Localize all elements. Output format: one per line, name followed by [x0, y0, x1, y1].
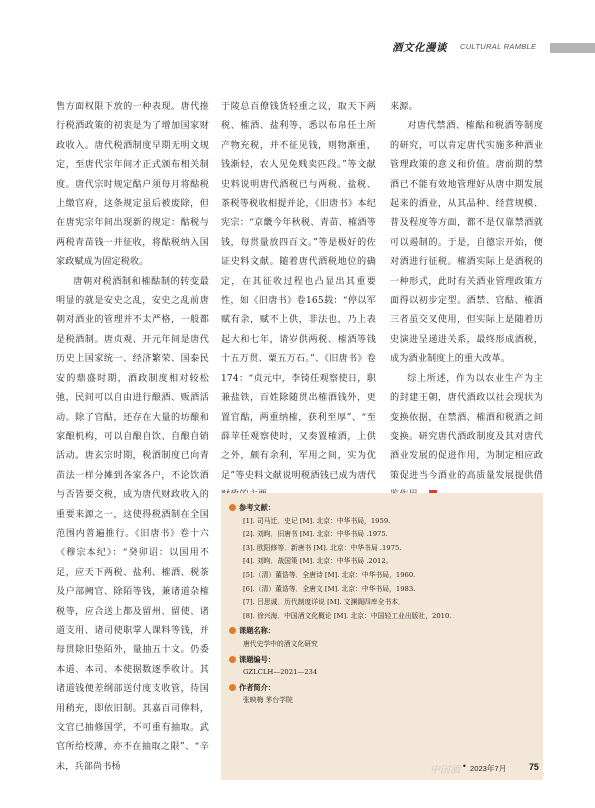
page-footer [430, 762, 550, 776]
magazine-logo: 中国酒 [430, 765, 460, 776]
paragraph: 售方面权限下放的一种表现。唐代推行税酒政策的初衷是为了增加国家财政收入。唐代税酒制度早期无明文规定，至唐代宗年间才正式颁布相关制度。唐代宗时规定酤户须每月将酤税上缴官府，这条规定虽后被废除，但在唐宪宗年间出现新的规定：酤税与两税青苗钱一并征收，将酤税纳入国家政赋成为固定税收。 [56, 102, 209, 268]
bullet-icon [229, 656, 236, 663]
page-header [392, 40, 595, 58]
project-number: GZLCLH—2021—234 [243, 668, 318, 677]
reference-item: [8]. 徐兴海．中国酒文化概论 [M]. 北京：中国轻工业出版社，2010. [243, 611, 452, 620]
reference-box [221, 493, 543, 780]
bullet-icon [229, 504, 236, 511]
reference-item: [3]. 欧阳修等．新唐书 [M]. 北京：中华书局 .1975. [243, 543, 402, 552]
reference-item: [2]. 刘昫．旧唐书 [M]. 北京：中华书局 .1975. [243, 530, 388, 539]
reference-item: [6].（清）董诰等．全唐文 [M]. 北京：中华书局，1983. [243, 584, 416, 593]
paragraph: 对唐代禁酒、榷酤和税酒等制度的研究，可以肯定唐代实施多种酒业管理政策的意义和价值。唐前期的禁酒已不能有效地管理好从唐中期发展起来的酒业，从其品种、经营规模、普及程度等方面，都不是仅靠禁酒就可以遏制的。于是，自德宗开始，便对酒进行征税。榷酒实际上是酒税的一种形式，此时有关酒业管理政策方面得以初步定型。酒禁、官酤、榷酒三者虽交叉使用，但实际上是随着历史演进呈递进关系，最终形成酒税，成为酒业制度上的重大改革。 [390, 121, 543, 365]
paragraph-text: 综上所述，作为以农业生产为主的封建王朝，唐代酒政以社会现状为变换依据，在禁酒、榷酒和税酒之间变换。研究唐代酒政制度及其对唐代酒业发展的促进作用，为制定相应政策促进当今酒业的高质量发展提供借 [390, 373, 543, 481]
text-column-2 [221, 98, 376, 506]
references-heading: 参考文献： [229, 501, 535, 515]
project-number-heading: 课题编号： [229, 653, 535, 667]
project-name-heading: 课题名称： [229, 624, 535, 638]
author-heading: 作者简介： [229, 681, 535, 695]
paragraph: 来源。 [390, 102, 418, 112]
reference-item: [1]. 司马迁．史记 [M]. 北京：中华书局，1959. [243, 516, 391, 525]
bullet-icon [229, 627, 236, 634]
issue-date: 2023年7月 [470, 764, 507, 773]
footer-separator: • [462, 762, 467, 771]
reference-item: [4]. 刘昫．战国策 [M]. 北京：中华书局 .2012。 [243, 557, 393, 566]
paragraph: 唐朝对税酒制和榷酤制的转变最明显的就是安史之乱，安史之乱前唐朝对酒业的管理并不太严格，一般都是税酒制。唐贞观、开元年间是唐代历史上国家统一、经济繁荣、国泰民安的鼎盛时期，酒政制度相对较松弛，民间可以自由进行酿酒、贩酒活动。除了官酤，还存在大量的坊酿和家酿机构，可以自酿自饮、自酿自销活动。唐玄宗时期，税酒制度已向青苗法一样分摊到各家各户，不论饮酒与否皆要交税，成为唐代财政收入的重要来源之一，这使得税酒制在全国范围内普遍推行。《旧唐书》卷十六《穆宗本纪》：“癸卯诏：以国用不足，应天下两税、盐利、榷酒、税茶及户部阙官、除陌等钱，兼诸道杂榷税等，应合送上都及留州、留使、诸道支用、诸司使职掌人课料等钱，并每贯除旧垫陌外，量抽五十文。仍委本道、本司、本使据数逐季收计。其诸道钱便差纲部送付度支收管，待国用稍充，即依旧制。其嘉百司俸料，文官已抽修国学，不可重有抽取。武官所给校薄，亦不在抽取之限”、“辛未，兵部尚书杨 [56, 276, 209, 772]
section-subtitle: CULTURAL RAMBLE [460, 42, 537, 51]
text-column-1 [56, 98, 209, 777]
paragraph-final [390, 370, 543, 506]
paragraph: 于陵总百僚钱货轻重之议，取天下两税、榷酒、盐利等，悉以布帛任土所产物充税，并不征见钱，则物渐重，钱渐轻，农人见免贱卖匹段。”等文献史料说明唐代酒税已与两税、盐税、茶税等税收相提并论，《旧唐书》本纪宪宗：“京畿今年秋税、青苗、榷酒等钱，每贯量放四百文。”等是极好的佐证史料文献。随着唐代酒税地位的确定，在其征收过程也凸显出其重要性，如《旧唐书》卷165载：“停以军赋有余，赋不上供，非法也，乃上表起大和七年，请岁供两税、榷酒等钱十五万贯、粟五万石。”、《旧唐书》卷174：“贞元中，李锜任观察使日，职兼盐铁，百姓除随贯出榷酒钱外，更置官酤，两重纳榷，获利至厚”、“至薛苹任观察使时，又奏置榷酒，上供之外，颇有余利，军用之间，实为优足”等史料文献说明税酒钱已成为唐代 [221, 102, 376, 481]
header-bar [550, 43, 595, 53]
author-info: 张映梅 茅台学院 [243, 696, 293, 705]
bullet-icon [229, 684, 236, 691]
reference-item: [5].（清）董诰等．全唐诗 [M]. 北京：中华书局，1960. [243, 570, 416, 579]
page-number: 75 [529, 762, 539, 772]
section-title: 酒文化漫谈 [392, 42, 447, 54]
project-name: 唐代史学中的酒文化研究 [243, 639, 318, 648]
text-column-3 [390, 98, 543, 506]
reference-item: [7]. 吕思诚．历代制度详说 [M]. 文渊阁四库全书本． [243, 598, 405, 607]
